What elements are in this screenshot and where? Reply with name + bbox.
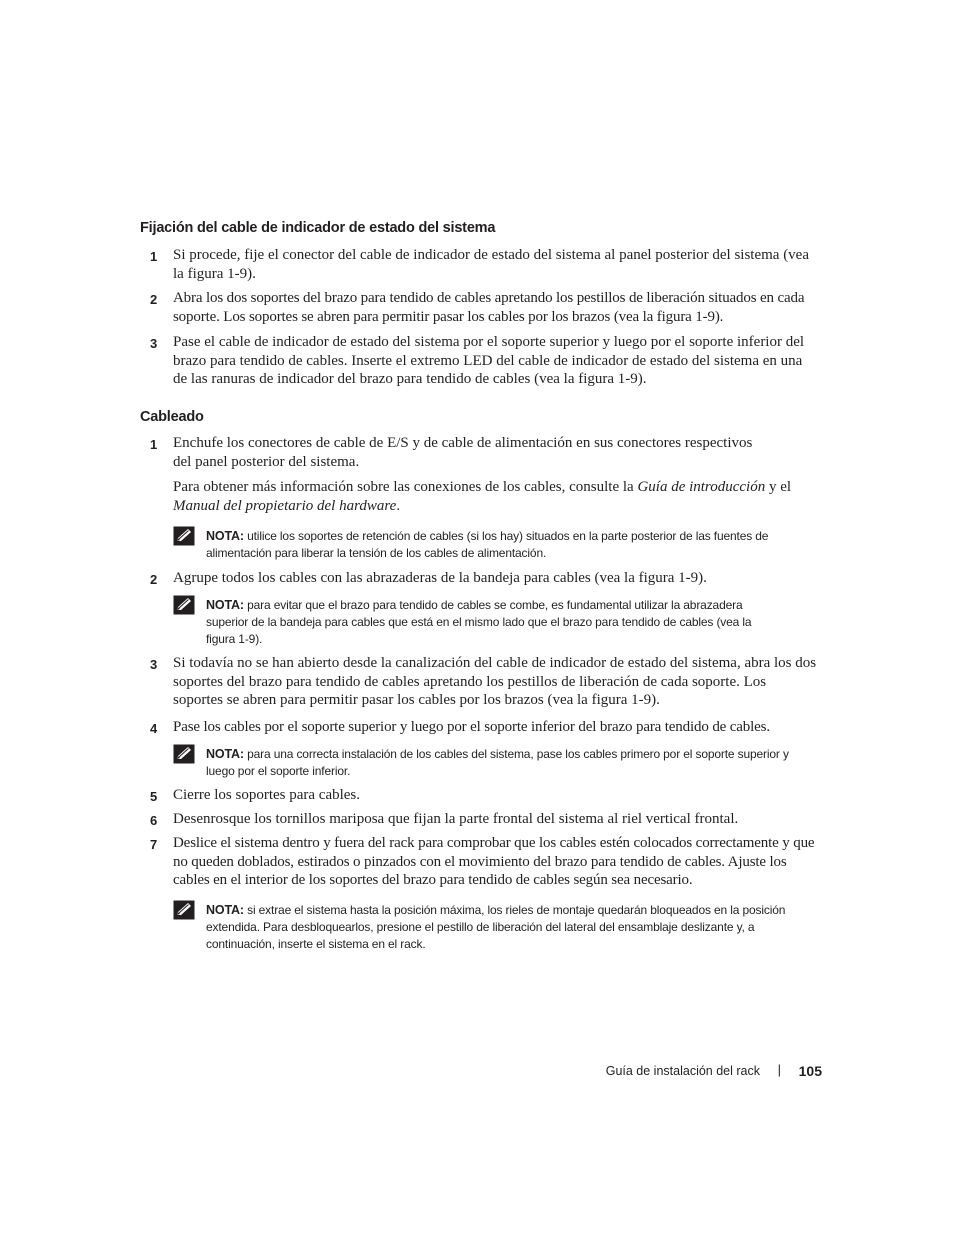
- more-info-text: y el: [765, 479, 792, 495]
- step-text: Cierre los soportes para cables.: [173, 787, 361, 803]
- note-block: [173, 902, 813, 953]
- pencil-note-icon: [173, 744, 195, 764]
- note-label: NOTA:: [206, 529, 244, 543]
- note-label: NOTA:: [206, 598, 244, 612]
- step-number: 1: [150, 437, 158, 452]
- note-text: si extrae el sistema hasta la posición máxima, los rieles de montaje quedarán bloqueados en la posición extendida. Para desbloquearlos, presione el pestillo de liberación del lateral del ensamblaje deslizante y, a continuación, inserte el sistema en el rack.: [206, 903, 786, 951]
- step-text: Deslice el sistema dentro y fuera del rack para comprobar que los cables estén colocados correctamente y que no queden doblados, estirados o pinzados con el movimiento del brazo para tendido de cables. Ajuste los cables en el interior de los soportes del brazo para tendido de cables según sea necesario.: [173, 835, 815, 888]
- step-text-line: Enchufe los conectores de cable de E/S y de cable de alimentación en sus conectores respectivos: [173, 435, 753, 451]
- note-label: NOTA:: [206, 747, 244, 761]
- footer-separator: |: [777, 1062, 781, 1077]
- step-number: 3: [150, 336, 158, 351]
- pencil-note-icon: [173, 595, 195, 615]
- step-number: 3: [150, 657, 158, 672]
- note-text: para evitar que el brazo para tendido de cables se combe, es fundamental utilizar la abrazadera superior de la bandeja para cables que está en el mismo lado que el brazo para tendido de cables (vea la figura 1-9).: [206, 598, 752, 646]
- guide-title: Guía de introducción: [637, 479, 766, 495]
- pencil-note-icon: [173, 526, 195, 546]
- more-info-text: Para obtener más información sobre las conexiones de los cables, consulte la: [173, 479, 638, 495]
- more-info-paragraph: [173, 478, 818, 515]
- step-number: 4: [150, 721, 158, 736]
- note-text: utilice los soportes de retención de cables (si los hay) situados en la parte posterior de las fuentes de alimentación para liberar la tensión de los cables de alimentación.: [206, 529, 769, 560]
- step-text: Agrupe todos los cables con las abrazaderas de la bandeja para cables (vea la figura 1-9).: [173, 570, 707, 586]
- step-number: 7: [150, 837, 158, 852]
- section-heading-status-cable: Fijación del cable de indicador de estado del sistema: [140, 220, 496, 236]
- note-block: [173, 597, 813, 648]
- step-text: Si procede, fije el conector del cable de indicador de estado del sistema al panel posterior del sistema (vea la figura 1-9).: [173, 247, 809, 282]
- step-number: 2: [150, 572, 158, 587]
- step-text: Si todavía no se han abierto desde la canalización del cable de indicador de estado del sistema, abra los dos soportes del brazo para tendido de cables apretando los pestillos de liberación de cada soporte. Los soportes se abren para permitir pasar los cables por los brazos (vea la figura 1-9).: [173, 655, 817, 708]
- step-text: Pase el cable de indicador de estado del sistema por el soporte superior y luego por el soporte inferior del brazo para tendido de cables. Inserte el extremo LED del cable de indicador de estado del sistema en una de las ranuras de indicador del brazo para tendido de cables (vea la figura 1-9).: [173, 334, 805, 387]
- manual-title: Manual del propietario del hardware: [173, 497, 397, 514]
- step-text: [173, 434, 818, 471]
- more-info-text: .: [396, 497, 401, 514]
- page-number: 105: [798, 1063, 822, 1079]
- note-block: [173, 528, 813, 562]
- step-number: 5: [150, 789, 158, 804]
- step-text-line: del panel posterior del sistema.: [173, 453, 360, 470]
- page-footer: [560, 1062, 822, 1082]
- step-number: 2: [150, 292, 158, 307]
- pencil-note-icon: [173, 900, 195, 920]
- step-number: 1: [150, 249, 158, 264]
- step-text: Abra los dos soportes del brazo para tendido de cables apretando los pestillos de liberación situados en cada soporte. Los soportes se abren para permitir pasar los cables por los brazos (vea la figura 1-9).: [173, 290, 805, 325]
- note-label: NOTA:: [206, 903, 244, 917]
- note-text: para una correcta instalación de los cables del sistema, pase los cables primero por el soporte superior y luego por el soporte inferior.: [206, 747, 789, 778]
- step-text: Desenrosque los tornillos mariposa que fijan la parte frontal del sistema al riel vertical frontal.: [173, 811, 739, 827]
- step-text: Pase los cables por el soporte superior y luego por el soporte inferior del brazo para tendido de cables.: [173, 719, 770, 735]
- note-block: [173, 746, 813, 780]
- footer-title: Guía de instalación del rack: [605, 1064, 760, 1078]
- step-number: 6: [150, 813, 158, 828]
- section-heading-cabling: Cableado: [140, 409, 204, 425]
